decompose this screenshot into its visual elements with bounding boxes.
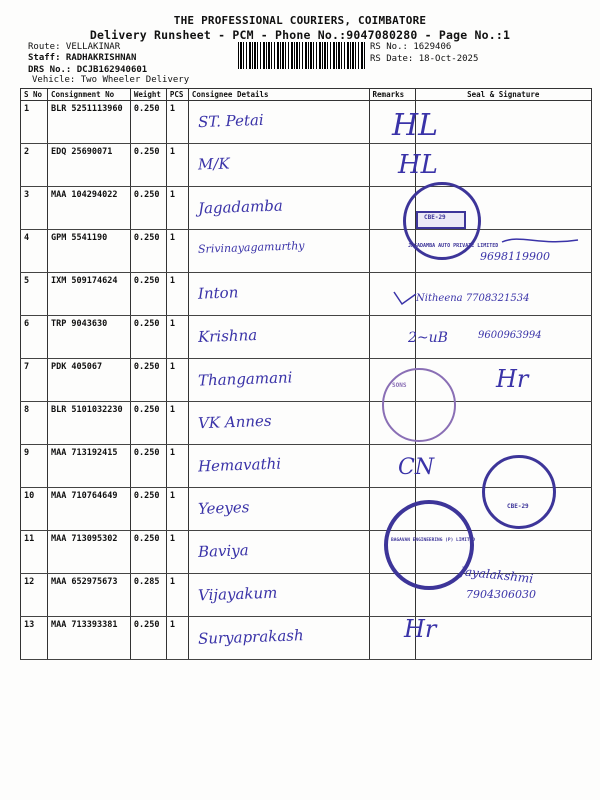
cell-pcs: 1 [166, 488, 188, 531]
col-signature: Seal & Signature [415, 89, 592, 101]
cell-consignee [188, 359, 369, 402]
stamp-text: JAGADAMBA AUTO PRIVATE LIMITED [408, 243, 499, 249]
cell-consignment: PDK 405067 [47, 359, 130, 402]
consignee-handwriting: Baviya [197, 541, 249, 561]
cell-consignment: MAA 713192415 [47, 445, 130, 488]
table-row [21, 617, 592, 660]
rs-number: RS No.: 1629406 [370, 42, 452, 52]
cell-signature [415, 144, 592, 187]
cell-pcs: 1 [166, 273, 188, 316]
route-label: Route: VELLAKINAR [28, 42, 121, 52]
cell-consignee [188, 144, 369, 187]
signature-mark: CN [398, 455, 435, 480]
cell-consignment: EDQ 25690071 [47, 144, 130, 187]
cell-consignee [188, 187, 369, 230]
col-consignee: Consignee Details [188, 89, 369, 101]
cell-sno: 4 [21, 230, 48, 273]
signature-stroke-icon [500, 232, 580, 248]
cell-pcs: 1 [166, 574, 188, 617]
vehicle-label: Vehicle: Two Wheeler Delivery [32, 75, 190, 85]
cell-pcs: 1 [166, 402, 188, 445]
cell-sno: 7 [21, 359, 48, 402]
cell-weight: 0.250 [130, 359, 166, 402]
cell-sno: 13 [21, 617, 48, 660]
cell-consignment: BLR 5251113960 [47, 101, 130, 144]
company-title: THE PROFESSIONAL COURIERS, COIMBATORE [173, 14, 427, 27]
cell-pcs: 1 [166, 617, 188, 660]
consignee-handwriting: Hemavathi [197, 454, 282, 476]
cell-sno: 8 [21, 402, 48, 445]
cell-weight: 0.250 [130, 144, 166, 187]
col-weight: Weight [130, 89, 166, 101]
cell-weight: 0.250 [130, 531, 166, 574]
col-sno: S No [21, 89, 48, 101]
cell-consignee [188, 488, 369, 531]
cell-sno: 9 [21, 445, 48, 488]
cell-sno: 5 [21, 273, 48, 316]
cell-consignee [188, 574, 369, 617]
table-row [21, 531, 592, 574]
cell-pcs: 1 [166, 101, 188, 144]
stamp-code: CBE-29 [424, 214, 446, 221]
cell-pcs: 1 [166, 144, 188, 187]
signature-phone: 9698119900 [480, 250, 550, 263]
cell-weight: 0.250 [130, 101, 166, 144]
cell-consignment: MAA 652975673 [47, 574, 130, 617]
drs-label: DRS No.: DCJB162940601 [28, 65, 148, 75]
cell-consignment: MAA 104294022 [47, 187, 130, 230]
consignee-handwriting: Suryaprakash [197, 626, 304, 648]
consignee-handwriting: VK Annes [197, 411, 272, 433]
runsheet-subtitle: Delivery Runsheet - PCM - Phone No.:9047080280 - Page No.:1 [89, 28, 511, 42]
col-pcs: PCS [166, 89, 188, 101]
signature-phone: 7904306030 [466, 588, 536, 601]
cell-pcs: 1 [166, 187, 188, 230]
stamp-code: CBE-29 [507, 503, 529, 510]
company-seal-stamp [403, 182, 499, 260]
cell-weight: 0.250 [130, 402, 166, 445]
table-header [21, 89, 592, 101]
cell-sno: 2 [21, 144, 48, 187]
signature-mark: Hr [496, 365, 529, 393]
signature-mark: HL [392, 108, 439, 143]
stamp-text: SONS [392, 382, 407, 389]
signature-phone: 9600963994 [478, 330, 542, 341]
signature-name: Jayalakshmi [459, 564, 534, 586]
cell-pcs: 1 [166, 531, 188, 574]
cell-weight: 0.250 [130, 187, 166, 230]
consignee-handwriting: Inton [197, 283, 239, 303]
signature-mark: Hr [404, 615, 437, 643]
cell-consignment: MAA 713393381 [47, 617, 130, 660]
seal-stamp [382, 368, 456, 442]
cell-pcs: 1 [166, 445, 188, 488]
cell-consignment: IXM 509174624 [47, 273, 130, 316]
cell-sno: 6 [21, 316, 48, 359]
cell-consignment: TRP 9043630 [47, 316, 130, 359]
stamp-text: BAGAVAN ENGINEERING (P) LIMITED [391, 538, 475, 543]
cell-consignment: BLR 5101032230 [47, 402, 130, 445]
cell-pcs: 1 [166, 230, 188, 273]
signature-stroke-icon [392, 288, 418, 308]
cell-consignee [188, 617, 369, 660]
col-consignment: Consignment No [47, 89, 130, 101]
consignee-handwriting: Srivinayagamurthy [197, 239, 305, 256]
cell-consignment: MAA 713095302 [47, 531, 130, 574]
cell-consignee [188, 445, 369, 488]
cell-consignee [188, 402, 369, 445]
cell-consignee [188, 230, 369, 273]
table-row [21, 144, 592, 187]
cell-sno: 3 [21, 187, 48, 230]
cell-weight: 0.250 [130, 617, 166, 660]
cell-pcs: 1 [166, 316, 188, 359]
table-row [21, 402, 592, 445]
col-remarks: Remarks [369, 89, 415, 101]
cell-sno: 11 [21, 531, 48, 574]
cell-consignment: MAA 710764649 [47, 488, 130, 531]
table-row [21, 187, 592, 230]
consignee-handwriting: Yeeyes [197, 498, 250, 518]
seal-stamp [482, 455, 556, 529]
cell-signature [415, 617, 592, 660]
cell-weight: 0.285 [130, 574, 166, 617]
cell-pcs: 1 [166, 359, 188, 402]
table-row [21, 101, 592, 144]
cell-weight: 0.250 [130, 230, 166, 273]
cell-consignment: GPM 5541190 [47, 230, 130, 273]
cell-signature [415, 101, 592, 144]
signature-mark: 2~uB [408, 330, 448, 346]
barcode [238, 42, 366, 69]
consignee-handwriting: M/K [197, 154, 230, 174]
cell-consignee [188, 101, 369, 144]
cell-weight: 0.250 [130, 273, 166, 316]
staff-label: Staff: RADHAKRISHNAN [28, 53, 137, 63]
consignee-handwriting: ST. Petai [197, 110, 264, 132]
consignee-handwriting: Vijayakum [197, 583, 278, 605]
cell-consignee [188, 531, 369, 574]
cell-weight: 0.250 [130, 488, 166, 531]
cell-consignee [188, 316, 369, 359]
company-seal-stamp [384, 500, 474, 590]
cell-weight: 0.250 [130, 316, 166, 359]
cell-weight: 0.250 [130, 445, 166, 488]
signature-mark: HL [398, 150, 438, 180]
rs-date: RS Date: 18-Oct-2025 [370, 54, 479, 64]
consignee-handwriting: Thangamani [197, 368, 293, 390]
cell-consignee [188, 273, 369, 316]
cell-sno: 1 [21, 101, 48, 144]
cell-sno: 12 [21, 574, 48, 617]
consignee-handwriting: Krishna [197, 325, 258, 347]
consignee-handwriting: Jagadamba [197, 196, 283, 218]
signature-name-phone: Nitheena 7708321534 [416, 293, 530, 304]
cell-sno: 10 [21, 488, 48, 531]
